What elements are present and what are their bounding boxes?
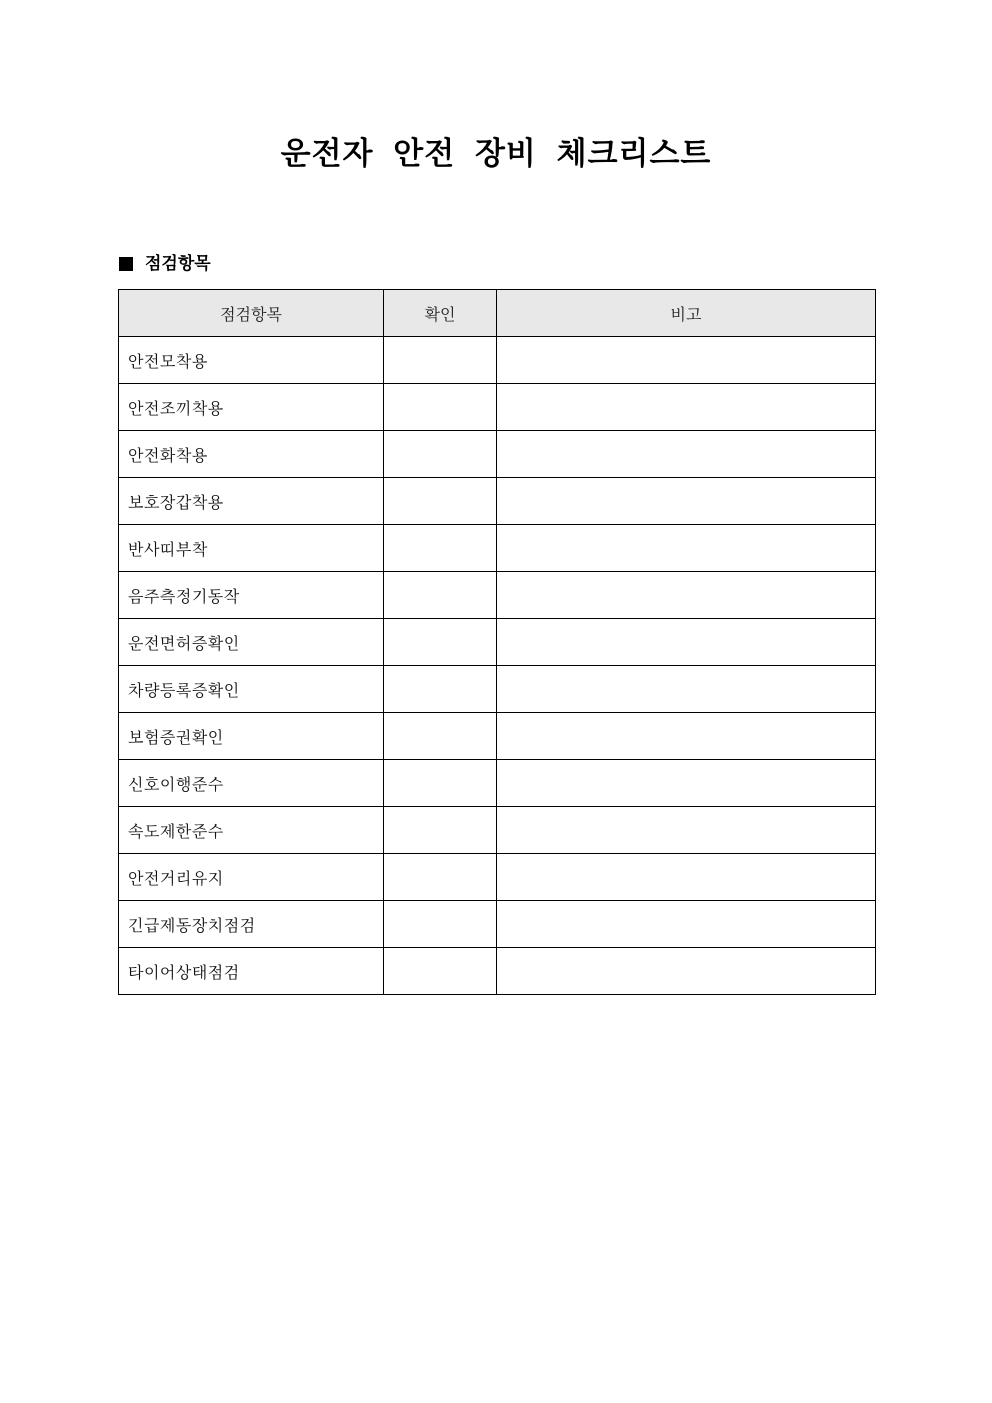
note-cell[interactable] bbox=[497, 431, 876, 478]
note-cell[interactable] bbox=[497, 901, 876, 948]
note-cell[interactable] bbox=[497, 478, 876, 525]
table-row bbox=[119, 713, 876, 760]
section-heading bbox=[119, 251, 211, 277]
table-row bbox=[119, 666, 876, 713]
table-row bbox=[119, 760, 876, 807]
table-row bbox=[119, 384, 876, 431]
item-cell: 안전조끼착용 bbox=[119, 384, 384, 431]
check-cell[interactable] bbox=[384, 807, 497, 854]
document-title: 운전자 안전 장비 체크리스트 bbox=[280, 136, 712, 172]
table-row bbox=[119, 854, 876, 901]
note-cell[interactable] bbox=[497, 807, 876, 854]
check-cell[interactable] bbox=[384, 572, 497, 619]
table-row bbox=[119, 948, 876, 995]
table-row bbox=[119, 478, 876, 525]
check-cell[interactable] bbox=[384, 525, 497, 572]
item-cell: 보호장갑착용 bbox=[119, 478, 384, 525]
table-row bbox=[119, 619, 876, 666]
item-cell: 차량등록증확인 bbox=[119, 666, 384, 713]
item-cell: 안전거리유지 bbox=[119, 854, 384, 901]
table-row bbox=[119, 431, 876, 478]
item-cell: 운전면허증확인 bbox=[119, 619, 384, 666]
header-item: 점검항목 bbox=[119, 290, 384, 337]
item-cell: 보험증권확인 bbox=[119, 713, 384, 760]
check-cell[interactable] bbox=[384, 478, 497, 525]
note-cell[interactable] bbox=[497, 619, 876, 666]
check-cell[interactable] bbox=[384, 901, 497, 948]
table-row bbox=[119, 901, 876, 948]
item-cell: 타이어상태점검 bbox=[119, 948, 384, 995]
table-row bbox=[119, 525, 876, 572]
item-cell: 반사띠부착 bbox=[119, 525, 384, 572]
note-cell[interactable] bbox=[497, 384, 876, 431]
section-heading-label: 점검항목 bbox=[145, 254, 211, 274]
check-cell[interactable] bbox=[384, 384, 497, 431]
black-square-icon bbox=[119, 257, 133, 271]
item-cell: 안전모착용 bbox=[119, 337, 384, 384]
header-check: 확인 bbox=[384, 290, 497, 337]
table-row bbox=[119, 807, 876, 854]
item-cell: 신호이행준수 bbox=[119, 760, 384, 807]
item-cell: 긴급제동장치점검 bbox=[119, 901, 384, 948]
table-header-row bbox=[119, 290, 876, 337]
check-cell[interactable] bbox=[384, 337, 497, 384]
item-cell: 속도제한준수 bbox=[119, 807, 384, 854]
note-cell[interactable] bbox=[497, 666, 876, 713]
item-cell: 안전화착용 bbox=[119, 431, 384, 478]
check-cell[interactable] bbox=[384, 431, 497, 478]
check-cell[interactable] bbox=[384, 619, 497, 666]
check-cell[interactable] bbox=[384, 948, 497, 995]
note-cell[interactable] bbox=[497, 854, 876, 901]
check-cell[interactable] bbox=[384, 666, 497, 713]
check-cell[interactable] bbox=[384, 713, 497, 760]
check-cell[interactable] bbox=[384, 760, 497, 807]
note-cell[interactable] bbox=[497, 948, 876, 995]
check-cell[interactable] bbox=[384, 854, 497, 901]
item-cell: 음주측정기동작 bbox=[119, 572, 384, 619]
note-cell[interactable] bbox=[497, 760, 876, 807]
table-row bbox=[119, 337, 876, 384]
header-note: 비고 bbox=[497, 290, 876, 337]
table-row bbox=[119, 572, 876, 619]
note-cell[interactable] bbox=[497, 713, 876, 760]
note-cell[interactable] bbox=[497, 572, 876, 619]
checklist-table bbox=[118, 289, 876, 995]
note-cell[interactable] bbox=[497, 337, 876, 384]
note-cell[interactable] bbox=[497, 525, 876, 572]
